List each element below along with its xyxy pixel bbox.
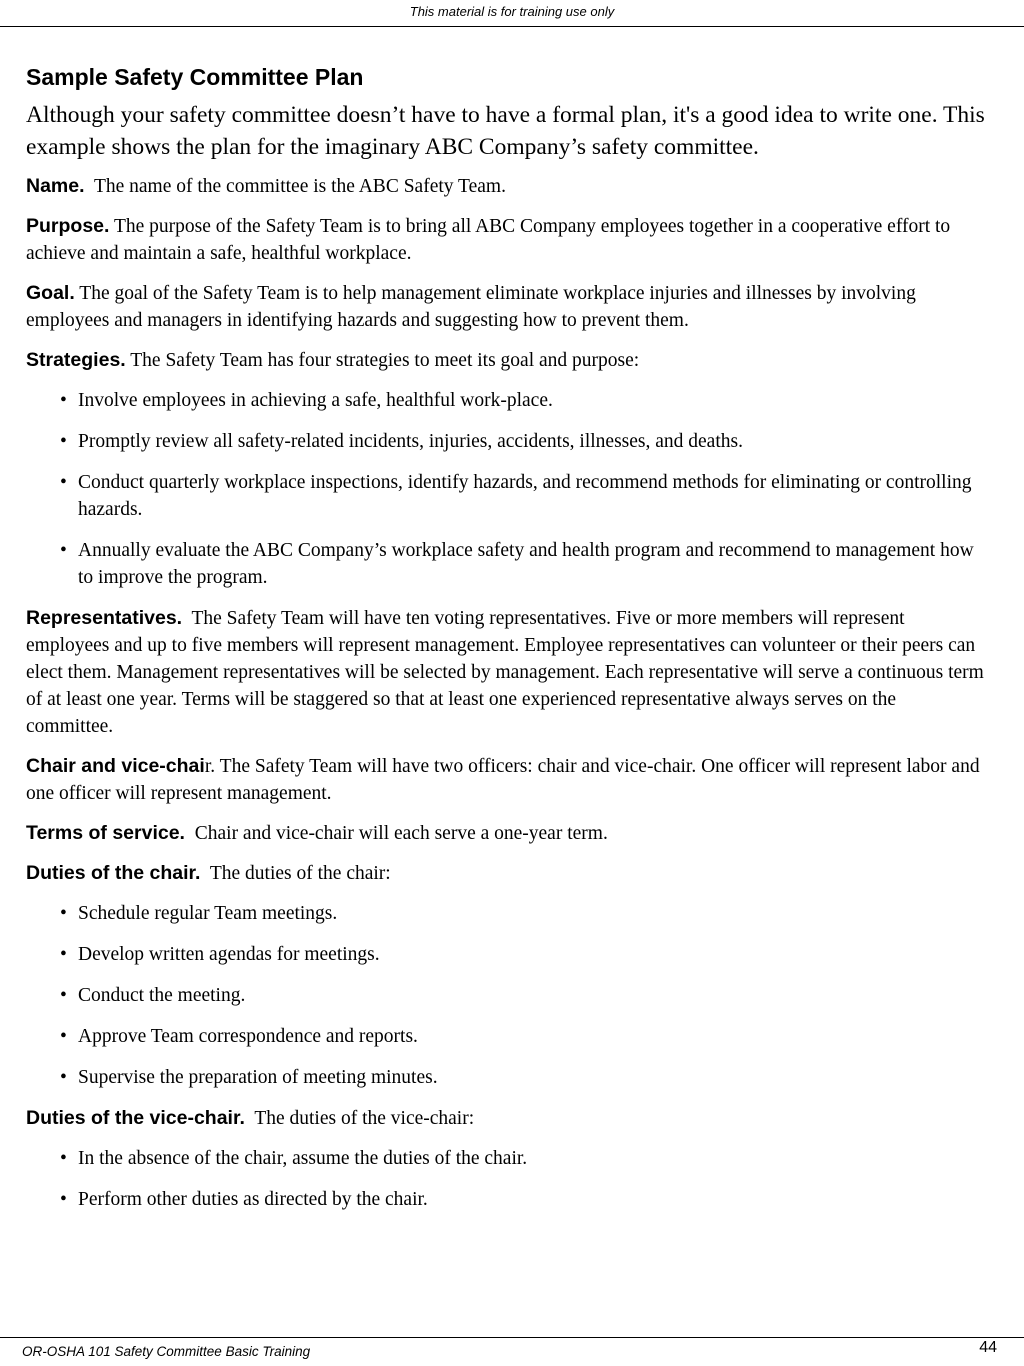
bullet-icon: •	[60, 540, 67, 561]
section-name-label: Name.	[26, 175, 85, 197]
bullet-icon: •	[60, 1026, 67, 1047]
section-strategies-label: Strategies.	[26, 349, 126, 371]
section-purpose	[26, 213, 986, 267]
list-item-text: Involve employees in achieving a safe, healthful work-place.	[78, 390, 553, 411]
section-name-text: The name of the committee is the ABC Safety Team.	[93, 176, 506, 197]
document-body	[26, 60, 986, 1227]
list-item	[60, 1186, 986, 1213]
bullet-icon: •	[60, 985, 67, 1006]
list-item	[60, 469, 986, 523]
section-goal	[26, 280, 986, 334]
vice-chair-duties-list	[26, 1145, 986, 1213]
page-footer	[0, 1337, 1024, 1366]
page-number: 44	[979, 1339, 997, 1356]
list-item-text: Supervise the preparation of meeting minutes.	[78, 1067, 438, 1088]
section-chair-vice-label: Chair and vice-chai	[26, 755, 205, 777]
list-item-text: Promptly review all safety-related incidents, injuries, accidents, illnesses, and deaths.	[78, 431, 743, 452]
list-item	[60, 1145, 986, 1172]
page-header	[0, 0, 1024, 27]
list-item-text: Conduct quarterly workplace inspections, identify hazards, and recommend methods for eliminating or controlling hazards.	[78, 472, 972, 520]
bullet-icon: •	[60, 903, 67, 924]
section-chair-vice-label-tail: r.	[204, 756, 216, 777]
bullet-icon: •	[60, 1067, 67, 1088]
section-goal-text: The goal of the Safety Team is to help management eliminate workplace injuries and illnesses by involving employees and managers in identifying hazards and suggesting how to prevent them.	[26, 283, 916, 331]
section-duties-vice-label: Duties of the vice-chair.	[26, 1107, 245, 1129]
section-representatives-label: Representatives.	[26, 607, 183, 629]
section-duties-chair	[26, 860, 986, 887]
section-duties-vice	[26, 1105, 986, 1132]
list-item-text: Schedule regular Team meetings.	[78, 903, 338, 924]
list-item	[60, 537, 986, 591]
section-terms-text: Chair and vice-chair will each serve a one-year term.	[194, 823, 608, 844]
section-duties-chair-text: The duties of the chair:	[209, 863, 391, 884]
section-chair-vice-text: The Safety Team will have two officers: chair and vice-chair. One officer will represent labor and one officer will represent management.	[26, 756, 980, 804]
list-item-text: Annually evaluate the ABC Company’s workplace safety and health program and recommend to management how to improve the program.	[78, 540, 974, 588]
section-representatives	[26, 605, 986, 740]
document-title: Sample Safety Committee Plan	[26, 64, 364, 90]
list-item-text: Conduct the meeting.	[78, 985, 246, 1006]
bullet-icon: •	[60, 390, 67, 411]
section-strategies	[26, 347, 986, 374]
list-item	[60, 1023, 986, 1050]
intro-paragraph: Although your safety committee doesn’t have to have a formal plan, it's a good idea to write one. This example shows the plan for the imaginary ABC Company’s safety committee.	[26, 102, 985, 160]
training-notice: This material is for training use only	[409, 4, 615, 19]
bullet-icon: •	[60, 1148, 67, 1169]
course-title: OR-OSHA 101 Safety Committee Basic Training	[22, 1344, 311, 1359]
section-goal-label: Goal.	[26, 282, 75, 304]
list-item	[60, 900, 986, 927]
list-item	[60, 387, 986, 414]
list-item-text: Perform other duties as directed by the chair.	[78, 1189, 428, 1210]
section-name	[26, 173, 986, 200]
section-representatives-text: The Safety Team will have ten voting representatives. Five or more members will represent employees and up to five members will represent management. Employee representatives can volunteer or their peers can elect them. Management representatives will be selected by management. Each representative will serve a continuous term of at least one year. Terms will be staggered so that at least one experienced representative always serves on the committee.	[26, 608, 984, 737]
section-duties-chair-label: Duties of the chair.	[26, 862, 201, 884]
list-item-text: Approve Team correspondence and reports.	[78, 1026, 418, 1047]
section-strategies-text: The Safety Team has four strategies to meet its goal and purpose:	[130, 350, 640, 371]
section-purpose-label: Purpose.	[26, 215, 110, 237]
section-purpose-text: The purpose of the Safety Team is to bring all ABC Company employees together in a cooperative effort to achieve and maintain a safe, healthful workplace.	[26, 216, 951, 264]
list-item	[60, 1064, 986, 1091]
list-item	[60, 982, 986, 1009]
bullet-icon: •	[60, 1189, 67, 1210]
list-item	[60, 941, 986, 968]
section-chair-vice	[26, 753, 986, 807]
list-item-text: In the absence of the chair, assume the duties of the chair.	[78, 1148, 528, 1169]
chair-duties-list	[26, 900, 986, 1091]
list-item-text: Develop written agendas for meetings.	[78, 944, 380, 965]
bullet-icon: •	[60, 472, 67, 493]
section-terms	[26, 820, 986, 847]
list-item	[60, 428, 986, 455]
strategies-list	[26, 387, 986, 591]
bullet-icon: •	[60, 944, 67, 965]
section-duties-vice-text: The duties of the vice-chair:	[254, 1108, 475, 1129]
bullet-icon: •	[60, 431, 67, 452]
section-terms-label: Terms of service.	[26, 822, 185, 844]
